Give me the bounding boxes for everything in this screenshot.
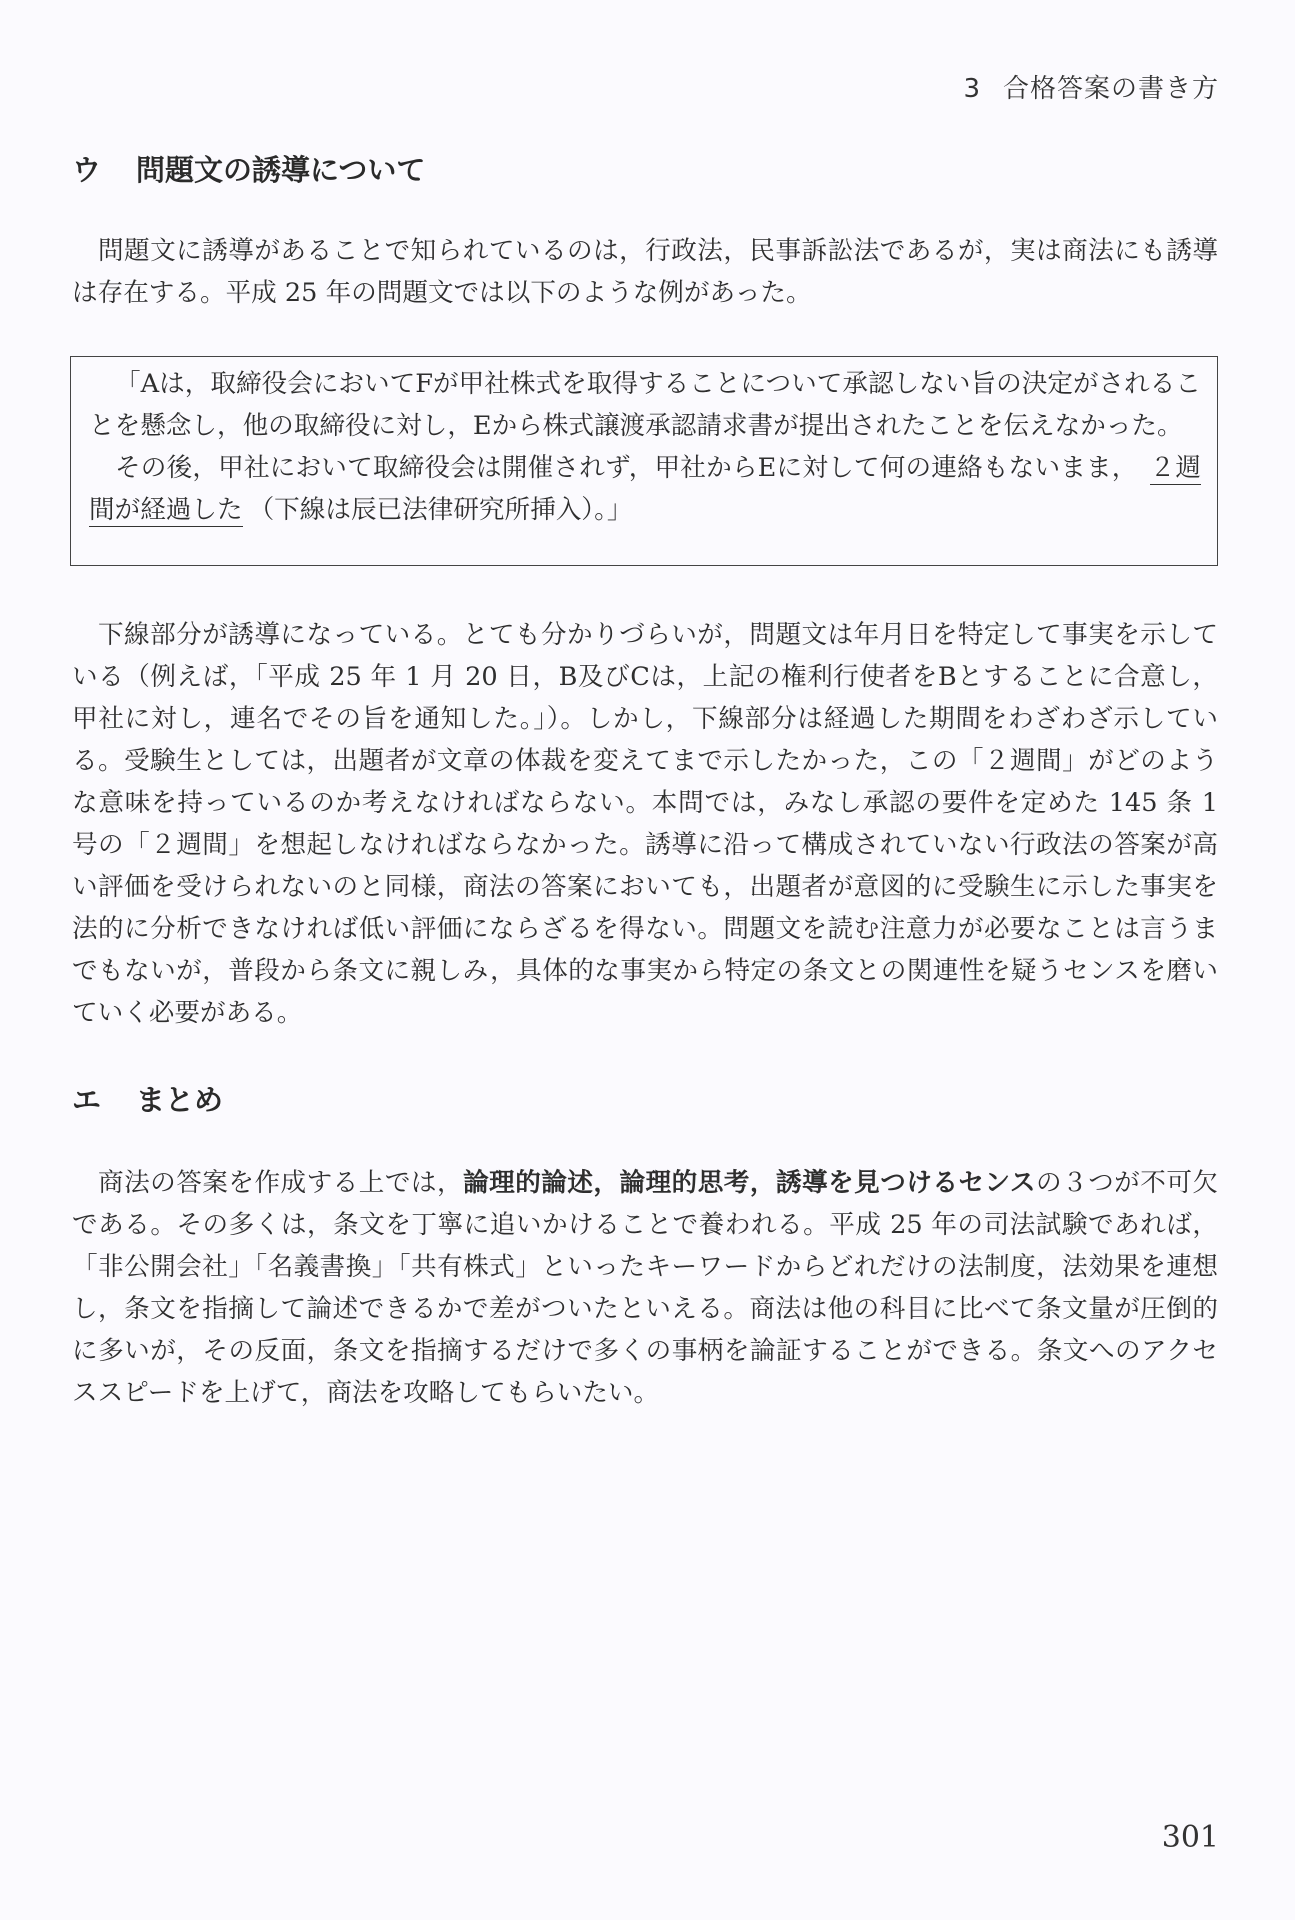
section-heading-mark: エ — [72, 1083, 102, 1117]
running-header-section-number: 3 — [963, 74, 981, 104]
section-heading-title: まとめ — [136, 1083, 224, 1117]
quote-paragraph-2 — [89, 447, 1201, 531]
summary-tail: の３つが不可欠である。その多くは，条文を丁寧に追いかけることで養われる。平成 25 年の司法試験であれば，「非公開会社」「名義書換」「共有株式」といったキーワードからどれだけの法制度，法効果を連想し，条文を指摘して論述できるかで差がついたといえる。商法は他の科目に比べて条文量が圧倒的に多いが，その反面，条文を指摘するだけで多くの事柄を論証することができる。条文へのアクセススピードを上げて，商法を攻略してもらいたい。 — [72, 1168, 1218, 1408]
quoted-problem-box — [70, 356, 1218, 566]
summary-lead: 商法の答案を作成する上では， — [98, 1168, 464, 1198]
summary-paragraph — [72, 1162, 1218, 1414]
intro-paragraph: 問題文に誘導があることで知られているのは，行政法，民事訴訟法であるが，実は商法にも誘導は存在する。平成 25 年の問題文では以下のような例があった。 — [72, 236, 1218, 308]
page-number: 301 — [1161, 1820, 1219, 1855]
running-header — [963, 68, 1219, 105]
section-heading-e — [72, 1078, 223, 1119]
quote-paragraph-2-tail: （下線は辰已法律研究所挿入）。」 — [248, 495, 633, 525]
section-heading-mark: ウ — [72, 153, 102, 187]
analysis-paragraph: 下線部分が誘導になっている。とても分かりづらいが，問題文は年月日を特定して事実を示している（例えば，「平成 25 年 1 月 20 日，B及びCは，上記の権利行使者をBとすることに合意し，甲社に対し，連名でその旨を通知した。」）。しかし，下線部分は経過した期間をわざわざ示している。受験生としては，出題者が文章の体裁を変えてまで示したかった，この「２週間」がどのような意味を持っているのか考えなければならない。本問では，みなし承認の要件を定めた 145 条 1 号の「２週間」を想起しなければならなかった。誘導に沿って構成されていない行政法の答案が高い評価を受けられないのと同様，商法の答案においても，出題者が意図的に受験生に示した事実を法的に分析できなければ低い評価にならざるを得ない。問題文を読む注意力が必要なことは言うまでもないが，普段から条文に親しみ，具体的な事実から特定の条文との関連性を疑うセンスを磨いていく必要がある。 — [72, 620, 1218, 1028]
underlined-phrase: ２週間が経過した — [89, 453, 1201, 525]
summary-bold-keywords: 論理的論述，論理的思考，誘導を見つけるセンス — [463, 1168, 1036, 1198]
quote-paragraph-2-lead: その後，甲社において取締役会は開催されず，甲社からEに対して何の連絡もないまま， — [115, 453, 1138, 483]
running-header-title: 合格答案の書き方 — [1002, 74, 1219, 104]
quote-paragraph-1: 「Aは，取締役会においてFが甲社株式を取得することについて承認しない旨の決定がされることを懸念し，他の取締役に対し，Eから株式譲渡承認請求書が提出されたことを伝えなかった。 — [89, 369, 1201, 441]
section-heading-title: 問題文の誘導について — [136, 153, 426, 187]
section-heading-u — [72, 148, 425, 189]
